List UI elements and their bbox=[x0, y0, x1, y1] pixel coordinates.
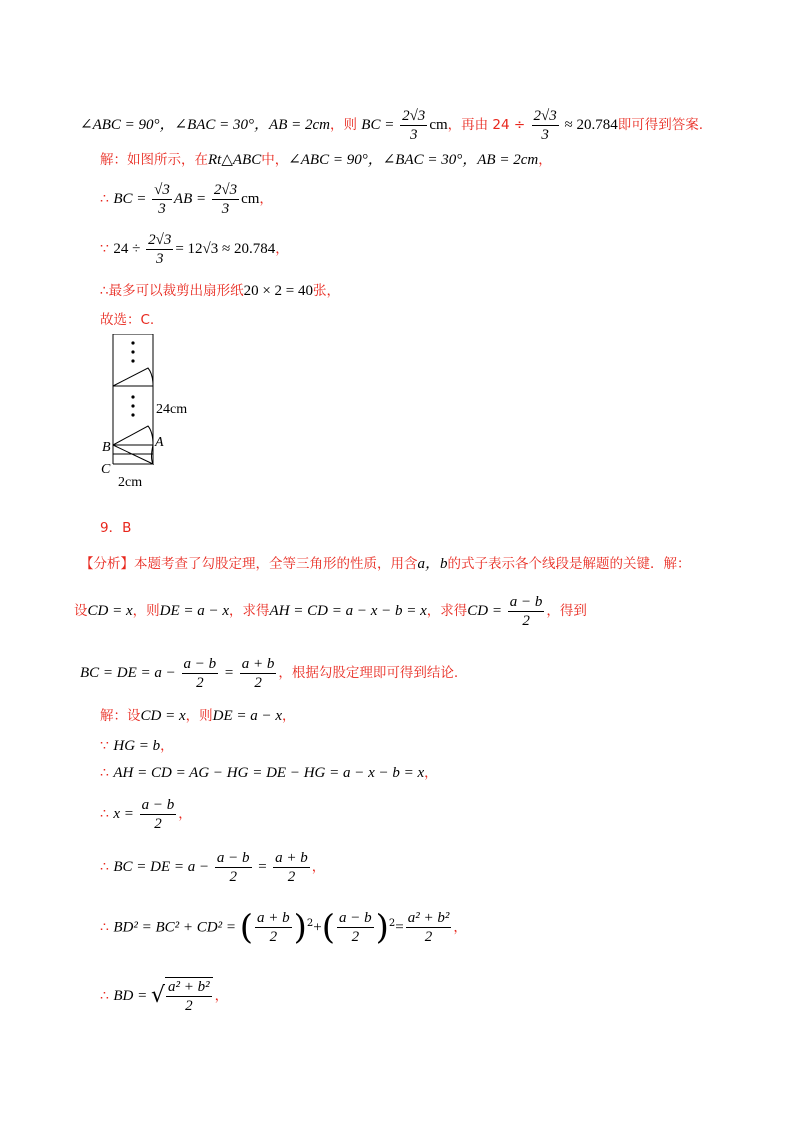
ellipsis-dot bbox=[131, 341, 134, 344]
answer-choice: 故选：C. bbox=[100, 312, 155, 328]
ellipsis-dot bbox=[131, 413, 134, 416]
fraction: $\frac{a - b}{2}$ bbox=[509, 593, 543, 629]
question-9-heading: 9．B bbox=[100, 520, 132, 536]
vertex-label-B: B bbox=[102, 440, 111, 455]
fraction: $\frac{a + b}{2}$ bbox=[241, 655, 275, 691]
sector-shape bbox=[113, 426, 153, 445]
ellipsis-dot bbox=[131, 350, 134, 353]
fraction: $\frac{√3}{3}$ bbox=[154, 181, 170, 217]
solution9-line-1: 解：设CD = x，则DE = a − x， bbox=[100, 708, 296, 724]
solution9-line-3: ∴ AH = CD = AG − HG = DE − HG = a − x − b = x， bbox=[100, 765, 438, 781]
angle-conditions: ∠ABC = 90°，∠BAC = 30°，AB = 2cm bbox=[80, 117, 330, 133]
ellipsis-dot bbox=[131, 395, 134, 398]
fraction: $\frac{2√3}{3}$ bbox=[533, 107, 557, 143]
rectangle-strip-figure bbox=[96, 334, 206, 494]
solution-line-4: ∴最多可以裁剪出扇形纸20 × 2 = 40张， bbox=[100, 283, 341, 299]
height-label: 24cm bbox=[156, 402, 188, 417]
fraction: $\frac{a - b}{2}$ bbox=[216, 849, 250, 885]
analysis-line-2: 设CD = x，则DE = a − x，求得AH = CD = a − x − b = x，求得CD = $\frac{a - b}{2}$ ，得到 bbox=[74, 593, 587, 629]
fraction: $\frac{2√3}{3}$ bbox=[213, 181, 238, 217]
ellipsis-dot bbox=[131, 404, 134, 407]
analysis-line-1: ∠ABC = 90°，∠BAC = 30°，AB = 2cm，则 BC = $\frac{2√3}{3}$ cm，再由 24 ÷ $\frac{2√3}{3}$ ≈ 20.784即可得到答案. bbox=[80, 107, 704, 143]
vertex-label-C: C bbox=[101, 462, 111, 477]
solution9-line-5: ∴ BC = DE = a − $\frac{a - b}{2}$ = $\frac{a + b}{2}$ ， bbox=[100, 849, 326, 885]
vertex-label-A: A bbox=[155, 435, 164, 450]
solution9-line-6: ∴ BD² = BC² + CD² = ( $\frac{a + b}{2}$ )$^2$+( $\frac{a - b}{2}$ )$^2$= $\frac{\text{a² + b²}}{2}$ ， bbox=[100, 907, 467, 948]
fraction: $\frac{a + b}{2}$ bbox=[275, 849, 308, 885]
fraction: $\frac{a - b}{2}$ bbox=[339, 910, 372, 946]
fraction: $\frac{2√3}{3}$ bbox=[402, 107, 426, 143]
fraction: $\frac{a - b}{2}$ bbox=[183, 655, 217, 691]
fraction: $\frac{a + b}{2}$ bbox=[257, 910, 290, 946]
fraction: $\frac{\text{a² + b²}}{2}$ bbox=[407, 910, 450, 946]
solution-line-3: ∵ 24 ÷ $\frac{2√3}{3}$ = 12√3 ≈ 20.784， bbox=[100, 231, 289, 267]
analysis-statement: 【分析】本题考查了勾股定理，全等三角形的性质，用含a，b的式子表示各个线段是解题的关键．解： bbox=[80, 556, 691, 572]
sector-shape bbox=[113, 368, 153, 386]
fraction: $\frac{2√3}{3}$ bbox=[148, 231, 172, 267]
analysis-line-3: BC = DE = a − $\frac{a - b}{2}$ = $\frac{a + b}{2}$ ，根据勾股定理即可得到结论. bbox=[80, 655, 459, 691]
width-label: 2cm bbox=[118, 475, 143, 490]
solution9-line-7: ∴ BD = √ $\frac{\text{a² + b²}}{2}$ ， bbox=[100, 972, 228, 1020]
square-root: √ $\frac{\text{a² + b²}}{2}$ bbox=[151, 972, 215, 1020]
ellipsis-dot bbox=[131, 359, 134, 362]
solution9-line-2: ∵ HG = b， bbox=[100, 738, 174, 754]
solution-line-2: ∴ BC = $\frac{√3}{3}$ AB = $\frac{2√3}{3}$ cm， bbox=[100, 181, 273, 217]
fraction: $\frac{a - b}{2}$ bbox=[141, 796, 175, 832]
solution9-line-4: ∴ x = $\frac{a - b}{2}$ ， bbox=[100, 796, 192, 832]
solution-line-1: 解：如图所示，在Rt△ABC中，∠ABC = 90°，∠BAC = 30°，AB = 2cm， bbox=[100, 152, 552, 168]
